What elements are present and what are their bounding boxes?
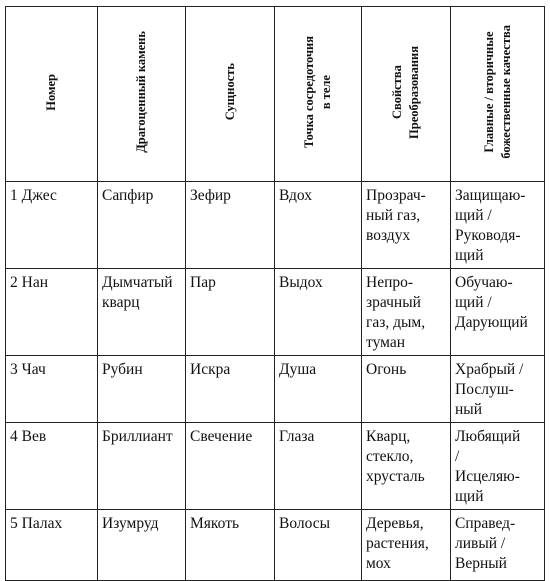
cell-gemstone: Изумруд (98, 510, 186, 581)
cell-essence: Мякоть (186, 510, 275, 581)
cell-number: 4 Вев (6, 423, 98, 510)
cell-body-focus-point: Душа (275, 356, 362, 423)
cell-number: 5 Палах (6, 510, 98, 581)
cell-transformation-properties: Огонь (362, 356, 451, 423)
header-gemstone: Драгоценный камень (98, 7, 186, 182)
header-row (6, 7, 545, 182)
cell-body-focus-point: Глаза (275, 423, 362, 510)
cell-divine-qualities: Справед- ливый / Верный (451, 510, 545, 581)
header-transformation-properties: Свойства Преобразования (362, 7, 451, 182)
table-row (6, 182, 545, 269)
cell-essence: Искра (186, 356, 275, 423)
cell-transformation-properties: Прозрач- ный газ, воздух (362, 182, 451, 269)
cell-body-focus-point: Вдох (275, 182, 362, 269)
table-row (6, 510, 545, 581)
cell-essence: Свечение (186, 423, 275, 510)
cell-number: 1 Джес (6, 182, 98, 269)
cell-divine-qualities: Храбрый / Послуш- ный (451, 356, 545, 423)
cell-body-focus-point: Выдох (275, 269, 362, 356)
table-row (6, 356, 545, 423)
cell-divine-qualities: Обучаю- щий / Дарующий (451, 269, 545, 356)
header-body-focus-point: Точка сосредоточия в теле (275, 7, 362, 182)
cell-gemstone: Бриллиант (98, 423, 186, 510)
cell-essence: Зефир (186, 182, 275, 269)
cell-gemstone: Сапфир (98, 182, 186, 269)
cell-gemstone: Рубин (98, 356, 186, 423)
cell-essence: Пар (186, 269, 275, 356)
header-divine-qualities: Главные / вторичные божественные качества (451, 7, 545, 182)
cell-gemstone: Дымчатый кварц (98, 269, 186, 356)
cell-number: 3 Чач (6, 356, 98, 423)
qualities-table (5, 6, 545, 581)
table-row (6, 269, 545, 356)
cell-transformation-properties: Непро- зрачный газ, дым, туман (362, 269, 451, 356)
cell-divine-qualities: Любящий / Исцеляю- щий (451, 423, 545, 510)
cell-divine-qualities: Защищаю- щий / Руководя- щий (451, 182, 545, 269)
cell-transformation-properties: Кварц, стекло, хрусталь (362, 423, 451, 510)
cell-body-focus-point: Волосы (275, 510, 362, 581)
header-essence: Сущность (186, 7, 275, 182)
table-row (6, 423, 545, 510)
cell-transformation-properties: Деревья, растения, мох (362, 510, 451, 581)
header-number: Номер (6, 7, 98, 182)
cell-number: 2 Нан (6, 269, 98, 356)
